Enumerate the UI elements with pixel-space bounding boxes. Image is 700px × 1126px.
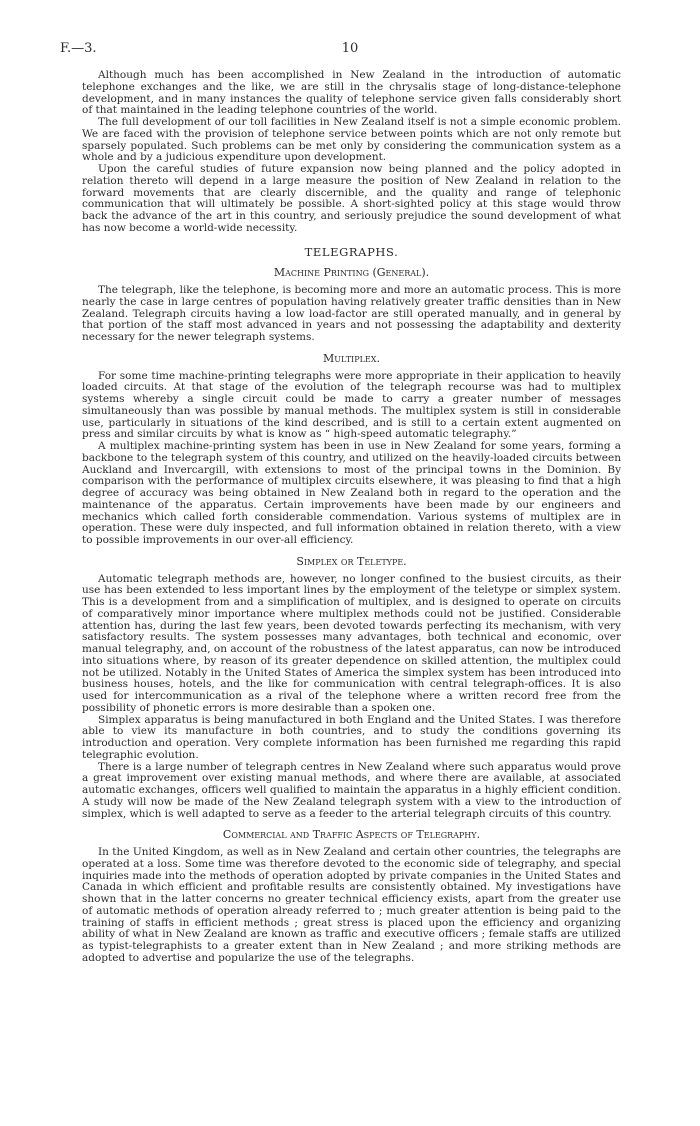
subheading-multiplex: Multiplex. <box>323 351 380 365</box>
paragraph: Automatic telegraph methods are, however, no longer confined to the busiest circuits, as their use has been extended to less important lines by the employment of the teletype or simplex system. This is a development from and a simplification of multiplex, and is designed to operate on circuits of comparatively minor importance where multiplex methods could not be justified. Considerable attention has, during the last few years, been devoted towards perfecting its mechanism, with very satisfactory results. The system possesses many advantages, both technical and economic, over manual telegraphy, and, on account of the robustness of the latest apparatus, can now be introduced into situations where, by reason of its greater dependence on skilled attention, the multiplex could not be utilized. Notably in the United States of America the simplex system has been introduced into business houses, hotels, and the like for communication with central telegraph-offices. It is also used for intercommunication as a rival of the telephone where a written record free from the possibility of phonetic errors is more desirable than a spoken one. <box>82 572 621 714</box>
subheading-commercial-traffic: Commercial and Traffic Aspects of Telegraphy. <box>222 828 481 842</box>
paragraph: Although much has been accomplished in New Zealand in the introduction of automatic telephone exchanges and the like, we are still in the chrysalis stage of long-distance-telephone development, and in many instances the quality of telephone service given falls considerably short of that maintained in the leading telephone countries of the world. <box>82 69 621 117</box>
paragraph: Upon the careful studies of future expansion now being planned and the policy adopted in relation thereto will depend in a large measure the position of New Zealand in relation to the forward movements that are clearly discernible, and the quality and range of telephonic communication that will ultimately be possible. A short-sighted policy at this stage would throw back the advance of the art in this country, and seriously prejudice the sound development of what has now become a world-wide necessity. <box>82 163 621 234</box>
subheading-machine-printing: Machine Printing (General). <box>273 266 430 280</box>
page-header <box>60 41 640 57</box>
paragraph: The full development of our toll facilities in New Zealand itself is not a simple economic problem. We are faced with the provision of telephone service between points which are not only remote but sparsely populated. Such problems can be met only by considering the communication system as a whole and by a judicious expenditure upon development. <box>82 116 621 164</box>
paragraph: The telegraph, like the telephone, is becoming more and more an automatic process. This is more nearly the case in large centres of population having relatively greater traffic densities than in New Zealand. Telegraph circuits having a low load-factor are still operated manually, and in general by that portion of the staff most advanced in years and not possessing the adaptability and dexterity necessary for the newer telegraph systems. <box>82 284 621 343</box>
paragraph: In the United Kingdom, as well as in New Zealand and certain other countries, the telegraphs are operated at a loss. Some time was therefore devoted to the economic side of telegraphy, and special inquiries made into the methods of operation adopted by private companies in the United States and Canada in which efficient and profitable results are consistently obtained. My investigations have shown that in the latter concerns no greater technical efficiency exists, apart from the greater use of automatic methods of operation already referred to ; much greater attention is being paid to the training of staffs in efficient methods ; great stress is placed upon the efficiency and organizing ability of what in New Zealand are known as traffic and executive officers ; female staffs are utilized as typist-telegraphists to a greater extent than in New Zealand ; and more striking methods are adopted to advertise and popularize the use of the telegraphs. <box>82 846 621 964</box>
paragraph: For some time machine-printing telegraphs were more appropriate in their application to heavily loaded circuits. At that stage of the evolution of the telegraph recourse was had to multiplex systems whereby a single circuit could be made to carry a greater number of messages simultaneously than was possible by manual methods. The multiplex system is still in considerable use, particularly in situations of the kind described, and is still to a certain extent augmented on press and similar circuits by what is know as “ high-speed automatic telegraphy.” <box>82 369 621 441</box>
document-body <box>82 70 621 965</box>
paragraph: A multiplex machine-printing system has been in use in New Zealand for some years, forming a backbone to the telegraph system of this country, and utilized on the heavily-loaded circuits between Auckland and Invercargill, with extensions to most of the principal towns in the Dominion. By comparison with the performance of multiplex circuits elsewhere, it was pleasing to find that a high degree of accuracy was being obtained in New Zealand both in regard to the operation and the maintenance of the apparatus. Certain improvements have been made by our engineers and mechanics which called forth considerable commendation. Various systems of multiplex are in operation. These were duly inspected, and full information obtained in relation thereto, with a view to possible improvements in our over-all efficiency. <box>82 440 621 546</box>
document-reference: F.—3. <box>60 41 97 56</box>
section-heading-telegraphs: TELEGRAPHS. <box>304 244 399 259</box>
subheading-simplex: Simplex or Teletype. <box>296 554 407 568</box>
paragraph: There is a large number of telegraph centres in New Zealand where such apparatus would prove a great improvement over existing manual methods, and where there are available, at associated automatic exchanges, officers well qualified to maintain the apparatus in a highly efficient condition. A study will now be made of the New Zealand telegraph system with a view to the introduction of simplex, which is well adapted to serve as a feeder to the arterial telegraph circuits of this country. <box>82 760 621 820</box>
page-number: 10 <box>341 41 359 56</box>
paragraph: Simplex apparatus is being manufactured in both England and the United States. I was therefore able to view its manufacture in both countries, and to study the conditions governing its introduction and operation. Very complete information has been furnished me regarding this rapid telegraphic evolution. <box>82 713 621 761</box>
